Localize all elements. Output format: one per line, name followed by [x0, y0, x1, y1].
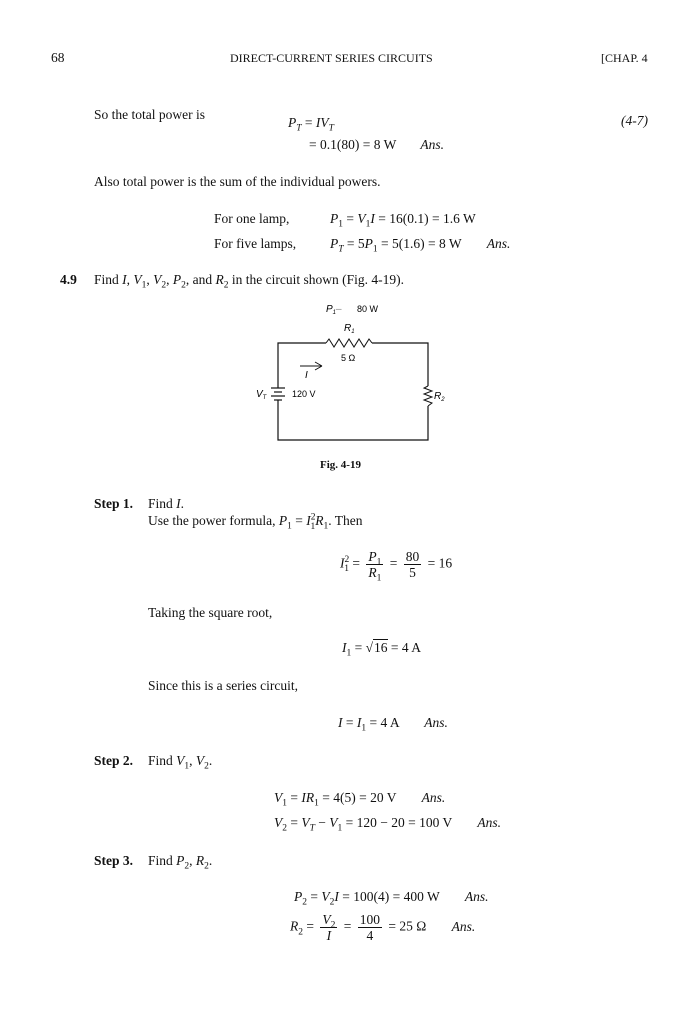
- equation-total-power: $P_T = IV_T$: [288, 115, 334, 134]
- step3-label: Step 3.: [94, 853, 134, 868]
- figure-caption: Fig. 4-19: [320, 459, 361, 471]
- r1-symbol: $R_1$: [344, 323, 355, 335]
- one-lamp-label: For one lamp,: [214, 211, 290, 226]
- equation-i1-squared: $I^2_1$ = $\frac{P_1}{R_1}$ = $\frac{80}{5}$ = 16: [340, 549, 453, 584]
- step1-formula-text: Use the power formula, $P_1 = I^2_1R_1$. Then: [148, 512, 363, 532]
- circuit-diagram: [240, 298, 460, 448]
- equation-v1: $V_1 = IR_1 = 4(5) = 20$ V Ans.: [274, 790, 446, 809]
- step1-title: Find I.: [148, 496, 185, 511]
- svg-text:–: –: [336, 304, 342, 315]
- total-power-label: So the total power is: [94, 107, 205, 122]
- step3-title: Find $P_2$, $R_2$.: [148, 853, 213, 872]
- equation-i: $I = I_1 = 4$ A Ans.: [338, 715, 448, 734]
- step2-label: Step 2.: [94, 753, 134, 768]
- resistor-r2-icon: [424, 386, 432, 406]
- five-lamps-label: For five lamps,: [214, 236, 297, 251]
- source-value: 120 V: [292, 389, 316, 399]
- chapter-label: [CHAP. 4: [601, 51, 648, 65]
- p1-value: 80 W: [357, 304, 379, 314]
- equation-r2: $R_2$ = $\frac{V_2}{I}$ = $\frac{100}{4}$ = 25 Ω Ans.: [290, 912, 476, 943]
- also-text: Also total power is the sum of the individual powers.: [94, 174, 381, 189]
- equation-i1: $I_1 = √16 = 4$ A: [342, 640, 422, 659]
- vt-symbol: $V_T$: [256, 389, 267, 401]
- equation-v2: $V_2 = V_T - V_1 = 120 - 20 = 100$ V Ans.: [274, 815, 502, 834]
- running-title: DIRECT-CURRENT SERIES CIRCUITS: [230, 51, 433, 65]
- r2-symbol: $R_2$: [434, 391, 445, 403]
- step2-title: Find $V_1$, $V_2$.: [148, 753, 213, 772]
- sqrt-text: Taking the square root,: [148, 605, 273, 620]
- problem-statement: Find I, $V_1$, $V_2$, $P_2$, and $R_2$ in the circuit shown (Fig. 4-19).: [94, 272, 404, 291]
- p1-symbol: $P_1$: [326, 304, 337, 316]
- current-symbol: I: [305, 370, 308, 381]
- equation-five-lamps: $P_T = 5P_1 = 5(1.6) = 8$ W Ans.: [330, 236, 511, 255]
- equation-tag: (4-7): [621, 113, 648, 128]
- r1-value: 5 Ω: [341, 353, 356, 363]
- resistor-r1-icon: [326, 339, 372, 347]
- current-arrow-icon: [300, 362, 322, 370]
- battery-icon: [271, 388, 285, 400]
- step1-label: Step 1.: [94, 496, 134, 511]
- equation-p2: $P_2 = V_2I = 100(4) = 400$ W Ans.: [294, 889, 489, 908]
- equation-one-lamp: $P_1 = V_1I = 16(0.1) = 1.6$ W: [330, 211, 476, 230]
- equation-total-power-value: = 0.1(80) = 8 W Ans.: [309, 137, 444, 152]
- problem-number: 4.9: [60, 272, 77, 287]
- series-text: Since this is a series circuit,: [148, 678, 298, 693]
- page-number: 68: [51, 50, 65, 65]
